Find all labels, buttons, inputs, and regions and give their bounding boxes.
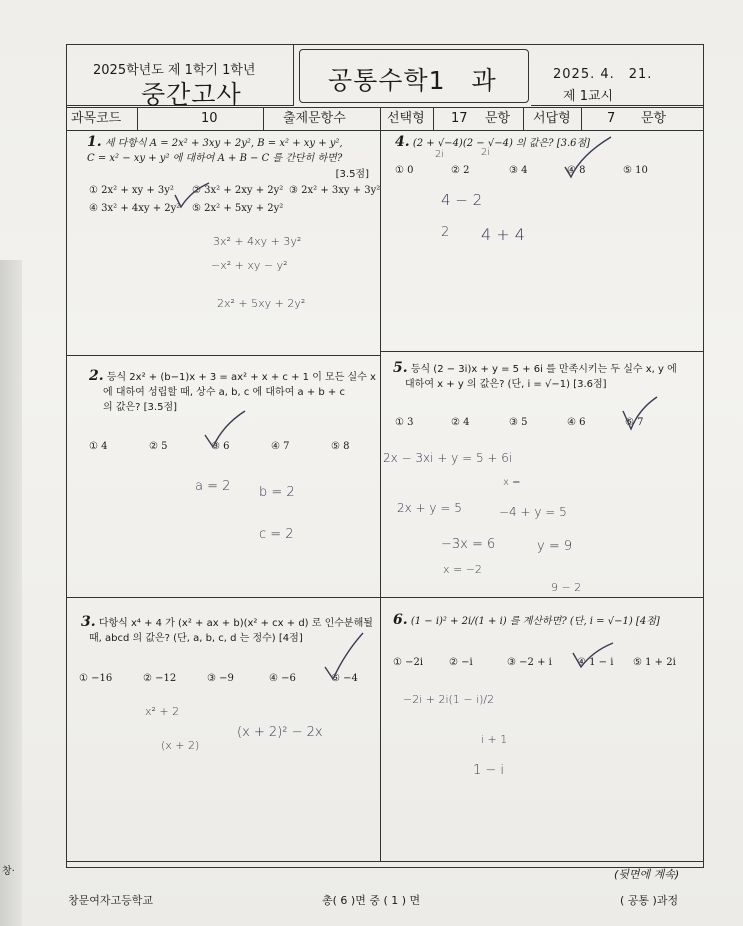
handwritten-work: (x + 2) xyxy=(161,739,200,752)
handwritten-work: 9 − 2 xyxy=(551,581,582,594)
exam-date: 2025. 4. 21. xyxy=(553,67,653,82)
question-text: 등식 (2 − 3i)x + y = 5 + 6i 를 만족시키는 두 실수 x, y 에 xyxy=(410,364,677,375)
row-divider xyxy=(380,351,703,352)
option-3[interactable]: ③ 6 xyxy=(211,441,230,452)
option-2[interactable]: ② −12 xyxy=(143,673,177,684)
check-mark-icon xyxy=(619,393,663,439)
option-1[interactable]: ① 2x² + xy + 3y² xyxy=(89,185,174,196)
option-4[interactable]: ④ 7 xyxy=(271,441,290,452)
school-name: 창문여자고등학교 xyxy=(68,894,154,907)
check-mark-icon xyxy=(167,181,227,221)
question-6 xyxy=(393,613,697,629)
question-1-options xyxy=(89,185,379,225)
handwritten-work: −4 + y = 5 xyxy=(499,505,567,519)
school-year: 2025학년도 제 1학기 1학년 xyxy=(93,63,256,78)
option-1[interactable]: ① −16 xyxy=(79,673,113,684)
option-3[interactable]: ③ 4 xyxy=(509,165,528,176)
question-text: 세 다항식 A = 2x² + 3xy + 2y², B = x² + xy + y², xyxy=(104,138,343,149)
option-4[interactable]: ④ 6 xyxy=(567,417,586,428)
question-number: 2. xyxy=(89,368,104,384)
handwritten-work: b = 2 xyxy=(259,485,295,500)
mc-count: 17 xyxy=(451,111,468,126)
option-4[interactable]: ④ 8 xyxy=(567,165,586,176)
column-divider xyxy=(380,131,381,861)
question-4-options xyxy=(395,165,695,181)
handwritten-work: (x + 2)² − 2x xyxy=(237,725,323,740)
option-5[interactable]: ⑤ 2x² + 5xy + 2y² xyxy=(192,203,284,214)
question-text: 의 값은? [3.5점] xyxy=(103,402,178,413)
option-4[interactable]: ④ −6 xyxy=(269,673,296,684)
handwritten-work: 2i xyxy=(481,147,491,158)
row-divider xyxy=(67,597,380,598)
option-1[interactable]: ① 3 xyxy=(395,417,414,428)
option-1[interactable]: ① 4 xyxy=(89,441,108,452)
row-divider xyxy=(67,355,380,356)
question-count-label: 출제문항수 xyxy=(283,111,346,126)
handwritten-work: −2i + 2i(1 − i)/2 xyxy=(403,693,495,706)
check-mark-icon xyxy=(201,407,251,453)
sa-unit: 문항 xyxy=(641,111,667,126)
handwritten-work: x = −2 xyxy=(443,563,482,576)
question-number: 5. xyxy=(393,360,408,376)
continue-note: (뒷면에 계속) xyxy=(614,868,680,881)
question-text: 대하여 x + y 의 값은? (단, i = √−1) [3.6점] xyxy=(405,379,607,390)
handwritten-work: 4 + 4 xyxy=(481,225,525,244)
handwritten-work: y = 9 xyxy=(537,539,573,554)
question-number: 1. xyxy=(87,134,102,150)
row-divider xyxy=(380,597,703,598)
exam-period: 제 1교시 xyxy=(563,89,614,104)
exam-name: 중간고사 xyxy=(141,80,242,109)
question-text: 에 대하여 성립할 때, 상수 a, b, c 에 대하여 a + b + c xyxy=(103,387,345,398)
option-5[interactable]: ⑤ −4 xyxy=(331,673,358,684)
check-mark-icon xyxy=(559,133,619,183)
header-right xyxy=(531,45,703,106)
subject-code-label: 과목코드 xyxy=(71,111,122,126)
option-2[interactable]: ② 4 xyxy=(451,417,470,428)
question-text: C = x² − xy + y² 에 대하여 A + B − C 를 간단히 하면? xyxy=(87,153,343,164)
handwritten-work: x² + 2 xyxy=(145,705,180,718)
option-3[interactable]: ③ −9 xyxy=(207,673,234,684)
question-text: (1 − i)² + 2i/(1 + i) 를 계산하면? (단, i = √−1) [4점] xyxy=(410,616,660,627)
underlying-page-edge xyxy=(0,260,22,926)
question-text: 때, abcd 의 값은? (단, a, b, c, d 는 정수) [4점] xyxy=(89,633,303,644)
header-subject-box xyxy=(299,49,529,103)
handwritten-work: 4 − 2 xyxy=(441,191,483,209)
sa-count: 7 xyxy=(607,111,616,126)
question-points: [3.5점] xyxy=(335,169,369,180)
handwritten-work: a = 2 xyxy=(195,479,231,494)
handwritten-work: 3x² + 4xy + 3y² xyxy=(213,235,302,248)
option-4[interactable]: ④ 3x² + 4xy + 2y² xyxy=(89,203,181,214)
handwritten-work: −x² + xy − y² xyxy=(211,259,288,272)
info-row xyxy=(67,107,703,131)
handwritten-work: c = 2 xyxy=(259,527,294,542)
option-3[interactable]: ③ 2x² + 3xy + 3y² xyxy=(289,185,381,196)
course-type: ( 공통 )과정 xyxy=(620,894,679,907)
sa-label: 서답형 xyxy=(533,111,571,126)
row-divider xyxy=(67,861,703,862)
option-5[interactable]: ⑤ 7 xyxy=(625,417,644,428)
option-1[interactable]: ① −2i xyxy=(393,657,424,668)
page-indicator: 총( 6 )면 중 ( 1 ) 면 xyxy=(322,894,421,907)
mc-label: 선택형 xyxy=(387,111,425,126)
question-number: 4. xyxy=(395,134,410,150)
option-2[interactable]: ② 5 xyxy=(149,441,168,452)
check-mark-icon xyxy=(319,631,369,683)
option-1[interactable]: ① 0 xyxy=(395,165,414,176)
handwritten-work: 2x² + 5xy + 2y² xyxy=(217,297,306,310)
option-2[interactable]: ② 2 xyxy=(451,165,470,176)
exam-frame xyxy=(66,44,704,868)
question-text: 다항식 x⁴ + 4 가 (x² + ax + b)(x² + cx + d) 로 인수분해될 xyxy=(98,618,373,629)
handwritten-work: 1 − i xyxy=(473,763,505,778)
question-5 xyxy=(393,361,697,392)
option-2[interactable]: ② −i xyxy=(449,657,473,668)
option-3[interactable]: ③ 5 xyxy=(509,417,528,428)
option-5[interactable]: ⑤ 8 xyxy=(331,441,350,452)
question-1 xyxy=(87,134,377,180)
subject-title: 공통수학1 과 xyxy=(328,66,497,95)
question-number: 6. xyxy=(393,612,408,628)
handwritten-work: x = xyxy=(503,477,521,488)
handwritten-work: −3x = 6 xyxy=(441,537,496,552)
side-mark: 창· xyxy=(2,866,15,877)
option-3[interactable]: ③ −2 + i xyxy=(507,657,552,668)
check-mark-icon xyxy=(569,641,619,681)
handwritten-work: i + 1 xyxy=(481,733,508,746)
handwritten-work: 2 xyxy=(441,225,450,240)
mc-unit: 문항 xyxy=(485,111,511,126)
option-5[interactable]: ⑤ 10 xyxy=(623,165,648,176)
option-4[interactable]: ④ 1 − i xyxy=(577,657,614,668)
question-text: (2 + √−4)(2 − √−4) 의 값은? [3.6점] xyxy=(412,138,591,149)
subject-code-value: 10 xyxy=(201,111,218,126)
handwritten-work: 2i xyxy=(435,149,445,160)
question-6-options xyxy=(393,657,697,673)
option-5[interactable]: ⑤ 1 + 2i xyxy=(633,657,676,668)
handwritten-work: 2x + y = 5 xyxy=(397,501,462,515)
question-number: 3. xyxy=(81,614,96,630)
handwritten-work: 2x − 3xi + y = 5 + 6i xyxy=(383,451,513,465)
option-2[interactable]: ② 3x² + 2xy + 2y² xyxy=(192,185,284,196)
question-text: 등식 2x² + (b−1)x + 3 = ax² + x + c + 1 이 모든 실수 x xyxy=(106,372,376,383)
header-left xyxy=(67,45,294,109)
